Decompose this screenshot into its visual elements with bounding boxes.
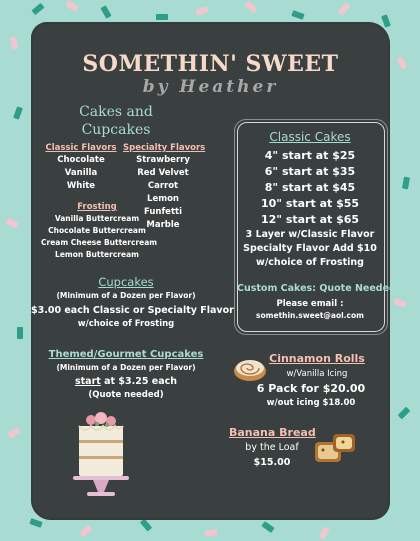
cake-price: 8" start at $45 — [264, 181, 356, 194]
themed-start-word: start — [74, 376, 101, 387]
themed-price: at $3.25 each — [104, 376, 178, 387]
cake-frosting-note: w/choice of Frosting — [256, 257, 364, 268]
cupcakes-minimum: (Minimum of a Dozen per Flavor) — [56, 291, 196, 300]
banana-bread-price: $15.00 — [253, 457, 291, 468]
cinnamon-rolls-no-icing: w/out icing $18.00 — [266, 398, 356, 408]
cake-price: 4" start at $25 — [264, 149, 356, 162]
cupcakes-price: $3.00 each Classic or Specialty Flavor — [31, 305, 234, 316]
cakes-cupcakes-heading-line1: Cakes and — [79, 104, 153, 120]
cake-price: 6" start at $35 — [264, 165, 356, 178]
cinnamon-rolls-icing: w/Vanilla Icing — [286, 369, 348, 379]
cakes-cupcakes-heading-line2: Cupcakes — [81, 122, 151, 138]
page-title: SOMETHIN' SWEET — [82, 51, 339, 77]
cake-price: 12" start at $65 — [260, 213, 360, 226]
page-subtitle: by Heather — [142, 77, 279, 97]
cake-specialty-note: Specialty Flavor Add $10 — [243, 243, 377, 254]
flavor-item: White — [66, 181, 96, 191]
frosting-item: Cream Cheese Buttercream — [41, 238, 158, 247]
frosting-item: Chocolate Buttercream — [48, 226, 146, 235]
banana-bread-unit: by the Loaf — [245, 442, 299, 453]
cinnamon-rolls-price: 6 Pack for $20.00 — [256, 382, 366, 395]
flavor-item: Red Velvet — [137, 168, 189, 178]
themed-cupcakes-title: Themed/Gourmet Cupcakes — [48, 349, 204, 360]
flavor-item: Marble — [146, 220, 180, 230]
classic-flavors-title: Classic Flavors — [45, 143, 117, 153]
flavor-item: Strawberry — [136, 155, 190, 165]
banana-bread-title: Banana Bread — [229, 426, 316, 439]
flavor-item: Lemon — [147, 194, 179, 204]
chalkboard-menu — [31, 22, 396, 520]
themed-price-line — [41, 377, 211, 388]
cake-layer-note: 3 Layer w/Classic Flavor — [245, 229, 375, 240]
flavor-item: Funfetti — [144, 207, 182, 217]
flavor-item: Vanilla — [64, 168, 98, 178]
email-link[interactable]: somethin.sweet@aol.com — [256, 311, 364, 320]
classic-cakes-title: Classic Cakes — [269, 130, 351, 144]
frosting-item: Lemon Buttercream — [55, 250, 139, 259]
flavor-item: Chocolate — [57, 155, 105, 165]
cupcakes-frosting: w/choice of Frosting — [77, 319, 175, 329]
themed-quote: (Quote needed) — [88, 390, 164, 400]
custom-cakes-title: Custom Cakes: Quote Needed — [237, 283, 396, 294]
flavor-item: Carrot — [147, 181, 179, 191]
specialty-flavors-title: Specialty Flavors — [123, 143, 206, 153]
email-label: Please email : — [276, 299, 344, 309]
frosting-title: Frosting — [77, 202, 117, 212]
frosting-item: Vanilla Buttercream — [54, 214, 140, 223]
banana-bread-illustration — [313, 428, 359, 468]
cupcakes-title: Cupcakes — [98, 275, 154, 289]
cinnamon-rolls-title: Cinnamon Rolls — [269, 352, 365, 365]
cake-price: 10" start at $55 — [260, 197, 360, 210]
themed-minimum: (Minimum of a Dozen per Flavor) — [56, 363, 196, 372]
layer-cake-illustration — [71, 406, 131, 498]
